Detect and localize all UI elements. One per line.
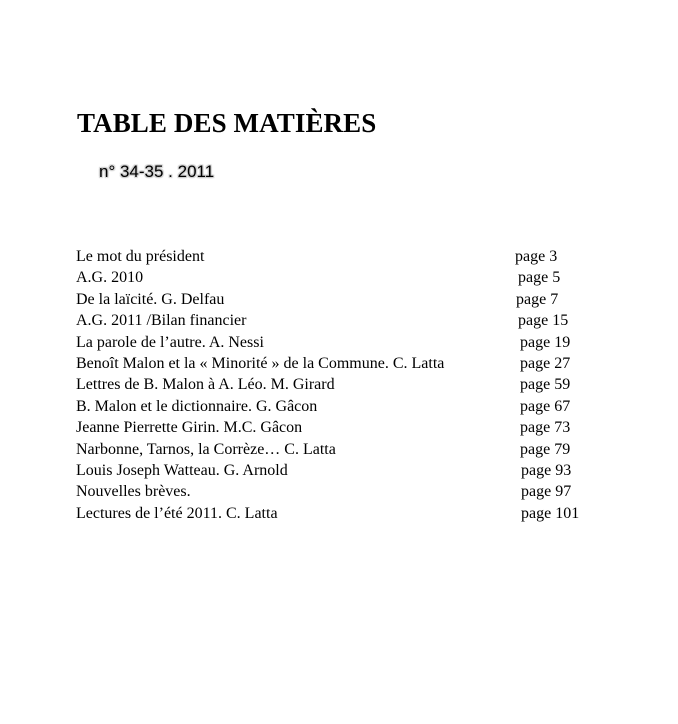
toc-entry-title: Le mot du président — [76, 248, 205, 265]
toc-entry-page: page 79 — [520, 440, 571, 458]
toc-entry-title: De la laïcité. G. Delfau — [76, 290, 225, 308]
toc-entry-title: Lettres de B. Malon à A. Léo. M. Girard — [76, 376, 335, 394]
toc-entry — [76, 310, 646, 331]
toc-entry-page: page 3 — [515, 248, 558, 265]
toc-entry-page: page 19 — [520, 333, 571, 351]
toc-entry-page: page 5 — [518, 269, 561, 287]
toc-entry-title: Nouvelles brèves. — [76, 483, 191, 501]
toc-entry — [76, 439, 646, 460]
toc-entry — [76, 460, 646, 481]
toc-entry — [76, 289, 646, 310]
toc-entry — [76, 353, 646, 374]
toc-entry — [76, 417, 646, 438]
toc-entry-title: Benoît Malon et la « Minorité » de la Commune. C. Latta — [76, 354, 445, 372]
toc-entry-page: page 93 — [521, 461, 572, 479]
toc-entry-title: La parole de l’autre. A. Nessi — [76, 333, 264, 351]
toc-entry-title: Jeanne Pierrette Girin. M.C. Gâcon — [76, 419, 303, 437]
toc-entry-title: Lectures de l’été 2011. C. Latta — [76, 504, 278, 522]
toc-entry-page: page 7 — [516, 290, 559, 308]
toc-entry-title: B. Malon et le dictionnaire. G. Gâcon — [76, 397, 318, 415]
toc-entry — [76, 374, 646, 395]
toc-entry — [76, 503, 646, 524]
toc-entry — [76, 481, 646, 502]
toc-entry-page: page 97 — [521, 483, 572, 501]
toc-entry — [76, 396, 646, 417]
toc-entry-page: page 59 — [520, 376, 571, 394]
toc-entry-page: page 67 — [520, 397, 571, 415]
toc-entry-title: A.G. 2011 /Bilan financier — [76, 312, 247, 330]
toc-entry-page: page 101 — [521, 504, 580, 522]
issue-number: n° 34-35 . 2011 — [99, 162, 215, 181]
table-of-contents — [76, 246, 646, 524]
toc-entry-page: page 15 — [518, 312, 569, 330]
page-title: TABLE DES MATIÈRES — [77, 108, 377, 138]
toc-entry — [76, 267, 646, 288]
toc-entry — [76, 246, 646, 267]
toc-entry — [76, 332, 646, 353]
toc-entry-title: A.G. 2010 — [76, 269, 144, 287]
toc-entry-page: page 73 — [520, 419, 571, 437]
toc-entry-page: page 27 — [520, 354, 571, 372]
toc-entry-title: Louis Joseph Watteau. G. Arnold — [76, 461, 288, 479]
toc-entry-title: Narbonne, Tarnos, la Corrèze… C. Latta — [76, 440, 336, 458]
